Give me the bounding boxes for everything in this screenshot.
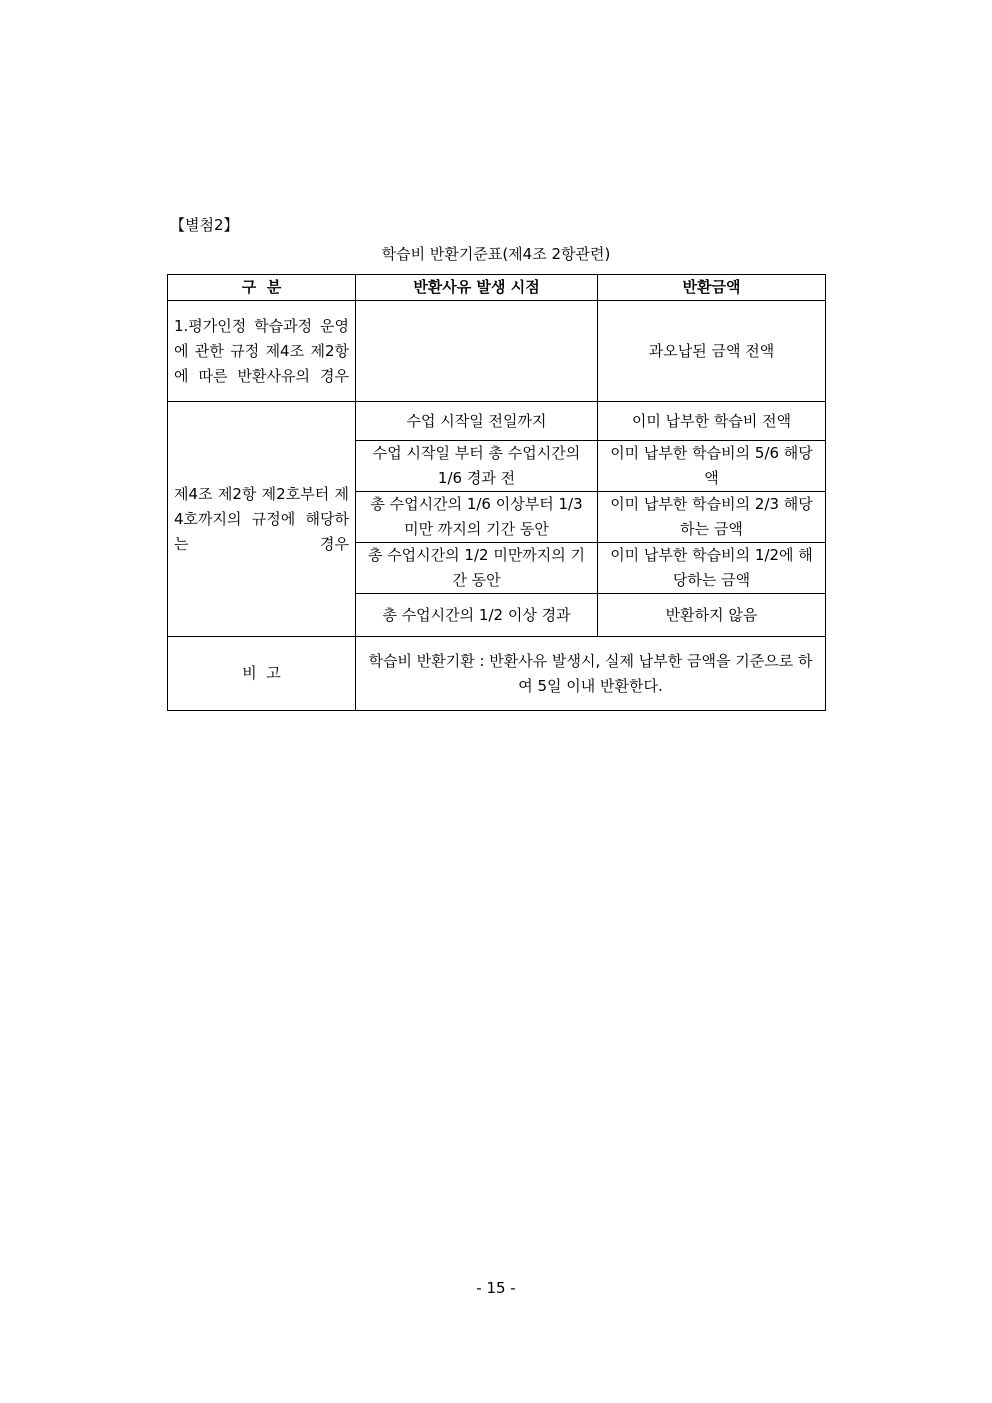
remarks-row [168,637,826,711]
case1-time [356,301,598,402]
table-row [168,402,826,441]
case2-time: 수업 시작일 전일까지 [356,402,598,441]
case2-amount: 이미 납부한 학습비의 1/2에 해당하는 금액 [598,543,826,594]
attachment-label: 【별첨2】 [170,216,239,234]
table-row [168,301,826,402]
case2-amount: 이미 납부한 학습비의 2/3 해당하는 금액 [598,492,826,543]
header-time: 반환사유 발생 시점 [356,275,598,301]
case2-time: 총 수업시간의 1/6 이상부터 1/3 미만 까지의 기간 동안 [356,492,598,543]
case2-time: 총 수업시간의 1/2 이상 경과 [356,594,598,637]
case1-category: 1.평가인정 학습과정 운영에 관한 규정 제4조 제2항에 따른 반환사유의 경우 [168,301,356,402]
remarks-text: 학습비 반환기환 : 반환사유 발생시, 실제 납부한 금액을 기준으로 하여 5일 이내 반환한다. [356,637,826,711]
case2-amount: 반환하지 않음 [598,594,826,637]
case2-category: 제4조 제2항 제2호부터 제4호까지의 규정에 해당하는 경우 [168,402,356,637]
case2-amount: 이미 납부한 학습비 전액 [598,402,826,441]
table-title: 학습비 반환기준표(제4조 2항관련) [381,245,611,263]
case2-time: 총 수업시간의 1/2 미만까지의 기간 동안 [356,543,598,594]
page-number: - 15 - [476,1279,516,1297]
case2-amount: 이미 납부한 학습비의 5/6 해당액 [598,441,826,492]
table-header-row [168,275,826,301]
case1-amount: 과오납된 금액 전액 [598,301,826,402]
refund-criteria-table [167,274,826,711]
remarks-label: 비 고 [168,637,356,711]
header-amount: 반환금액 [598,275,826,301]
header-category: 구 분 [168,275,356,301]
case2-time: 수업 시작일 부터 총 수업시간의 1/6 경과 전 [356,441,598,492]
